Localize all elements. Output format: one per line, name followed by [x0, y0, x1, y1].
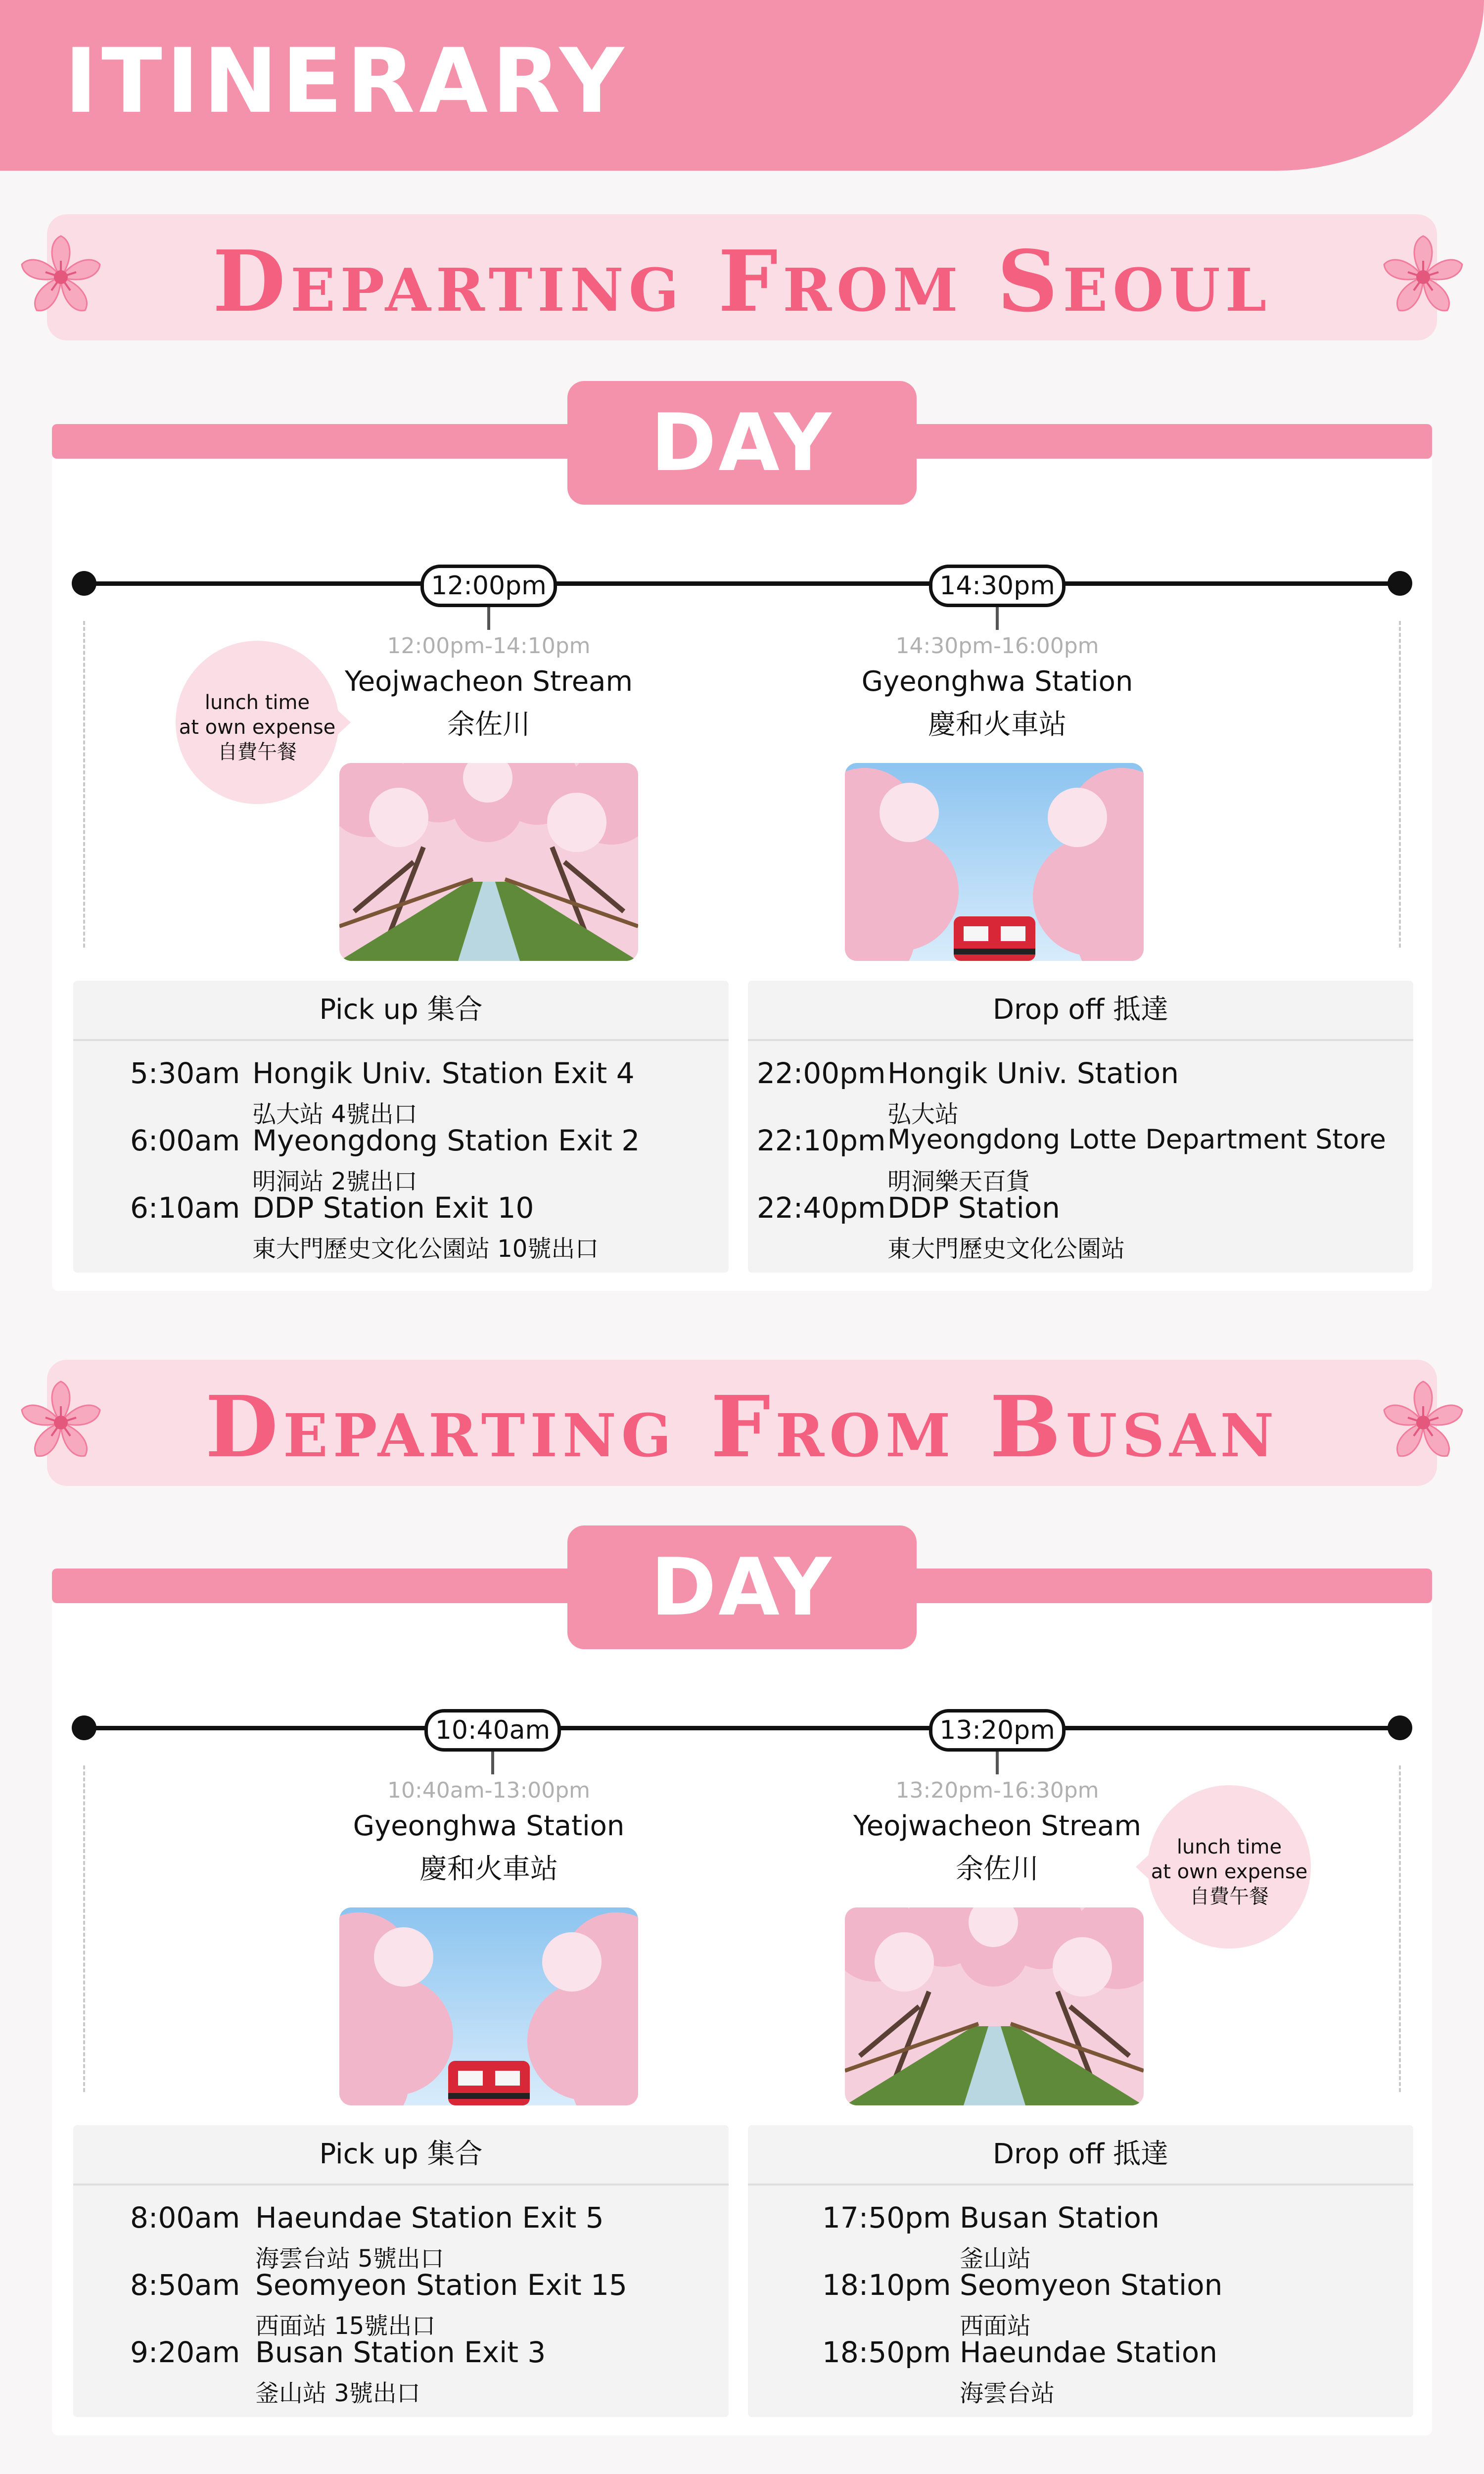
dropoff-time: 18:10pm: [822, 2268, 951, 2302]
stop-name-en: Yeojwacheon Stream: [853, 1810, 1142, 1842]
dropoff-time: 18:50pm: [822, 2335, 951, 2369]
yeojwacheon-stream-photo: [339, 763, 638, 961]
timeline-line: [84, 1726, 1400, 1730]
period-badge: DAY: [567, 381, 917, 505]
pickup-time: 6:10am: [130, 1191, 240, 1225]
pickup-time: 5:30am: [130, 1056, 240, 1090]
departing-busan-banner: [47, 1360, 1437, 1486]
stop-time-range: 13:20pm-16:30pm: [895, 1778, 1099, 1803]
dropoff-location-zh: 東大門歷史文化公園站: [887, 1235, 1125, 1263]
pickup-location-zh: 東大門歷史文化公園站 10號出口: [252, 1235, 599, 1263]
stop-time-range: 10:40am-13:00pm: [387, 1778, 591, 1803]
pickup-time: 8:50am: [130, 2268, 240, 2302]
dropoff-location-zh: 明洞樂天百貨: [887, 1168, 1030, 1195]
stop-time-pill: 12:00pm: [420, 565, 557, 607]
timeline-stem: [996, 607, 999, 630]
bubble-line: lunch time: [204, 691, 310, 714]
dropoff-time: 22:10pm: [757, 1124, 886, 1157]
pickup-location-en: DDP Station Exit 10: [252, 1191, 534, 1225]
pickup-location-zh: 西面站 15號出口: [255, 2312, 436, 2340]
cherry-blossom-icon: [14, 230, 108, 324]
dropoff-box: [748, 2125, 1413, 2417]
cherry-blossom-icon: [14, 1376, 108, 1470]
pickup-location-zh: 弘大站 4號出口: [252, 1100, 417, 1128]
stop-name-en: Gyeonghwa Station: [861, 666, 1133, 698]
pickup-location-zh: 海雲台站 5號出口: [255, 2245, 444, 2273]
lunch-note-bubble: [176, 641, 339, 804]
timeline-stem: [487, 607, 490, 630]
stop-time-pill: 10:40am: [424, 1709, 561, 1752]
pickup-location-en: Haeundae Station Exit 5: [255, 2201, 604, 2235]
dropoff-location-en: DDP Station: [887, 1191, 1060, 1225]
pickup-location-zh: 釜山站 3號出口: [255, 2379, 420, 2407]
dropoff-location-en: Seomyeon Station: [960, 2268, 1223, 2302]
pickup-box: [73, 2125, 729, 2417]
pickup-location-en: Busan Station Exit 3: [255, 2335, 546, 2369]
page-title: ITINERARY: [64, 30, 628, 133]
stop-name-zh: 慶和火車站: [419, 1853, 558, 1885]
cherry-blossom-icon: [1376, 1376, 1470, 1470]
departing-busan-title: Departing From Busan: [205, 1378, 1279, 1476]
lunch-note-bubble: [1148, 1785, 1311, 1949]
departing-seoul-banner: [47, 214, 1437, 340]
dropoff-time: 22:40pm: [757, 1191, 886, 1225]
pickup-time: 9:20am: [130, 2335, 240, 2369]
timeline-dashed-edge: [83, 1765, 85, 2092]
stop-time-pill: 13:20pm: [929, 1709, 1066, 1752]
dropoff-location-en: Haeundae Station: [960, 2335, 1218, 2369]
dropoff-location-en: Hongik Univ. Station: [887, 1056, 1179, 1090]
stop-name-zh: 慶和火車站: [928, 709, 1067, 741]
dropoff-time: 22:00pm: [757, 1056, 886, 1090]
stop-name-en: Yeojwacheon Stream: [344, 666, 633, 698]
dropoff-title: Drop off 抵達: [748, 2125, 1413, 2186]
dropoff-location-zh: 西面站: [960, 2312, 1031, 2340]
timeline-start-dot: [72, 1715, 96, 1740]
pickup-box: [73, 981, 729, 1273]
timeline-dashed-edge: [1399, 1765, 1401, 2092]
stop-time-range: 14:30pm-16:00pm: [895, 633, 1099, 659]
pickup-location-en: Seomyeon Station Exit 15: [255, 2268, 627, 2302]
timeline-stem: [491, 1752, 494, 1774]
gyeonghwa-station-photo: [339, 1907, 638, 2105]
stop-time-range: 12:00pm-14:10pm: [387, 633, 591, 659]
bubble-line: at own expense: [179, 716, 336, 739]
dropoff-location-zh: 弘大站: [887, 1100, 959, 1128]
bubble-line: 自費午餐: [218, 741, 297, 763]
bubble-line: 自費午餐: [1190, 1885, 1269, 1908]
pickup-title: Pick up 集合: [73, 2125, 729, 2186]
period-badge: DAY: [567, 1525, 917, 1649]
bubble-line: at own expense: [1151, 1860, 1308, 1883]
timeline-line: [84, 581, 1400, 586]
timeline-dashed-edge: [1399, 621, 1401, 948]
pickup-title: Pick up 集合: [73, 981, 729, 1041]
stop-name-en: Gyeonghwa Station: [353, 1810, 625, 1842]
gyeonghwa-station-photo: [845, 763, 1144, 961]
dropoff-box: [748, 981, 1413, 1273]
cherry-blossom-icon: [1376, 230, 1470, 324]
yeojwacheon-stream-photo: [845, 1907, 1144, 2105]
timeline-end-dot: [1388, 1715, 1412, 1740]
timeline-stem: [996, 1752, 999, 1774]
timeline-end-dot: [1388, 571, 1412, 596]
timeline-dashed-edge: [83, 621, 85, 948]
bubble-line: lunch time: [1176, 1836, 1282, 1858]
dropoff-location-zh: 釜山站: [960, 2245, 1031, 2273]
dropoff-location-en: Busan Station: [960, 2201, 1159, 2235]
dropoff-location-en: Myeongdong Lotte Department Store: [887, 1124, 1386, 1155]
pickup-time: 8:00am: [130, 2201, 240, 2235]
stop-name-zh: 余佐川: [956, 1853, 1039, 1885]
pickup-location-en: Hongik Univ. Station Exit 4: [252, 1056, 635, 1090]
header-banner: [0, 0, 1484, 171]
pickup-location-zh: 明洞站 2號出口: [252, 1168, 417, 1195]
stop-time-pill: 14:30pm: [929, 565, 1066, 607]
dropoff-time: 17:50pm: [822, 2201, 951, 2235]
pickup-location-en: Myeongdong Station Exit 2: [252, 1124, 640, 1157]
timeline-start-dot: [72, 571, 96, 596]
dropoff-location-zh: 海雲台站: [960, 2379, 1055, 2407]
pickup-time: 6:00am: [130, 1124, 240, 1157]
departing-seoul-title: Departing From Seoul: [212, 232, 1272, 331]
dropoff-title: Drop off 抵達: [748, 981, 1413, 1041]
stop-name-zh: 余佐川: [447, 709, 530, 741]
